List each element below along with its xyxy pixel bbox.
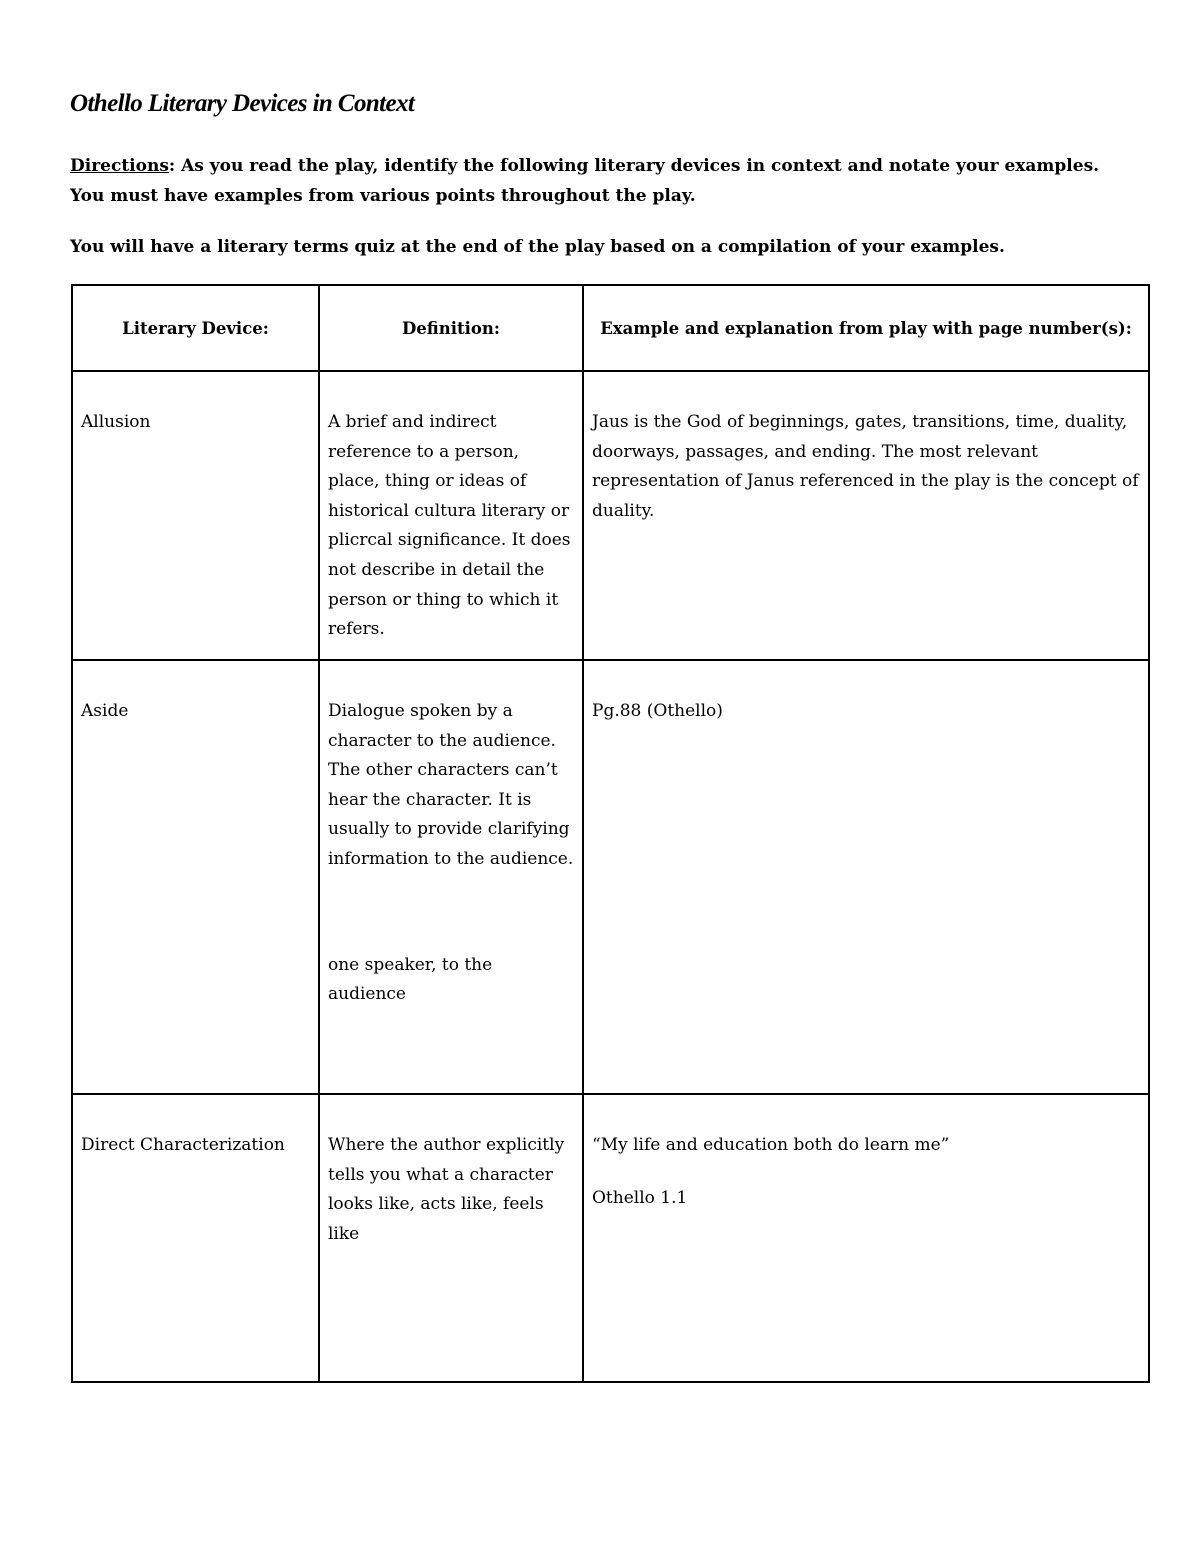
definition-cell	[319, 1094, 583, 1382]
definition-text: Where the author explicitly tells you what a character looks like, acts like, feels like	[328, 1135, 565, 1244]
literary-devices-table	[71, 284, 1150, 1383]
device-name: Direct Characterization	[81, 1135, 285, 1155]
device-name: Aside	[81, 701, 129, 721]
example-cell	[583, 1094, 1149, 1382]
definition-text: Dialogue spoken by a character to the audience. The other characters can’t hear the character. It is usually to provide clarifying information to the audience.	[328, 701, 574, 869]
header-literary-device: Literary Device:	[72, 285, 319, 371]
definition-note: one speaker, to the audience	[328, 954, 493, 1005]
definition-cell	[319, 371, 583, 660]
header-example: Example and explanation from play with page number(s):	[583, 285, 1149, 371]
table-row	[72, 371, 1149, 660]
device-cell	[72, 660, 319, 1094]
table-row	[72, 660, 1149, 1094]
device-cell	[72, 371, 319, 660]
definition-cell	[319, 660, 583, 1094]
definition-text: A brief and indirect reference to a person, place, thing or ideas of historical cultura literary or plicrcal significance. It does not describe in detail the person or thing to which it refers.	[328, 412, 571, 640]
header-definition: Definition:	[319, 285, 583, 371]
directions-paragraph	[70, 151, 1132, 211]
table-row	[72, 1094, 1149, 1382]
title-rest: Literary Devices in Context	[142, 90, 415, 117]
directions-label: Directions	[70, 156, 169, 176]
example-cell	[583, 371, 1149, 660]
example-text: Jaus is the God of beginnings, gates, transitions, time, duality, doorways, passages, and ending. The most relevant representation of Janus referenced in the play is the concept of duality.	[592, 412, 1139, 521]
example-note: Othello 1.1	[592, 1187, 688, 1208]
device-name: Allusion	[81, 412, 151, 432]
definition-block	[320, 661, 582, 1010]
example-text: Pg.88 (Othello)	[592, 701, 723, 721]
quiz-note: You will have a literary terms quiz at the end of the play based on a compilation of your examples.	[70, 237, 1005, 257]
device-cell	[72, 1094, 319, 1382]
table-header-row	[72, 285, 1149, 371]
example-block	[584, 1095, 1148, 1213]
example-text: “My life and education both do learn me”	[592, 1135, 950, 1155]
title-play-name: Othello	[70, 90, 143, 117]
example-cell	[583, 660, 1149, 1094]
document-title	[70, 90, 414, 118]
directions-text: : As you read the play, identify the following literary devices in context and notate your examples. You must have examples from various points throughout the play.	[70, 156, 1100, 206]
